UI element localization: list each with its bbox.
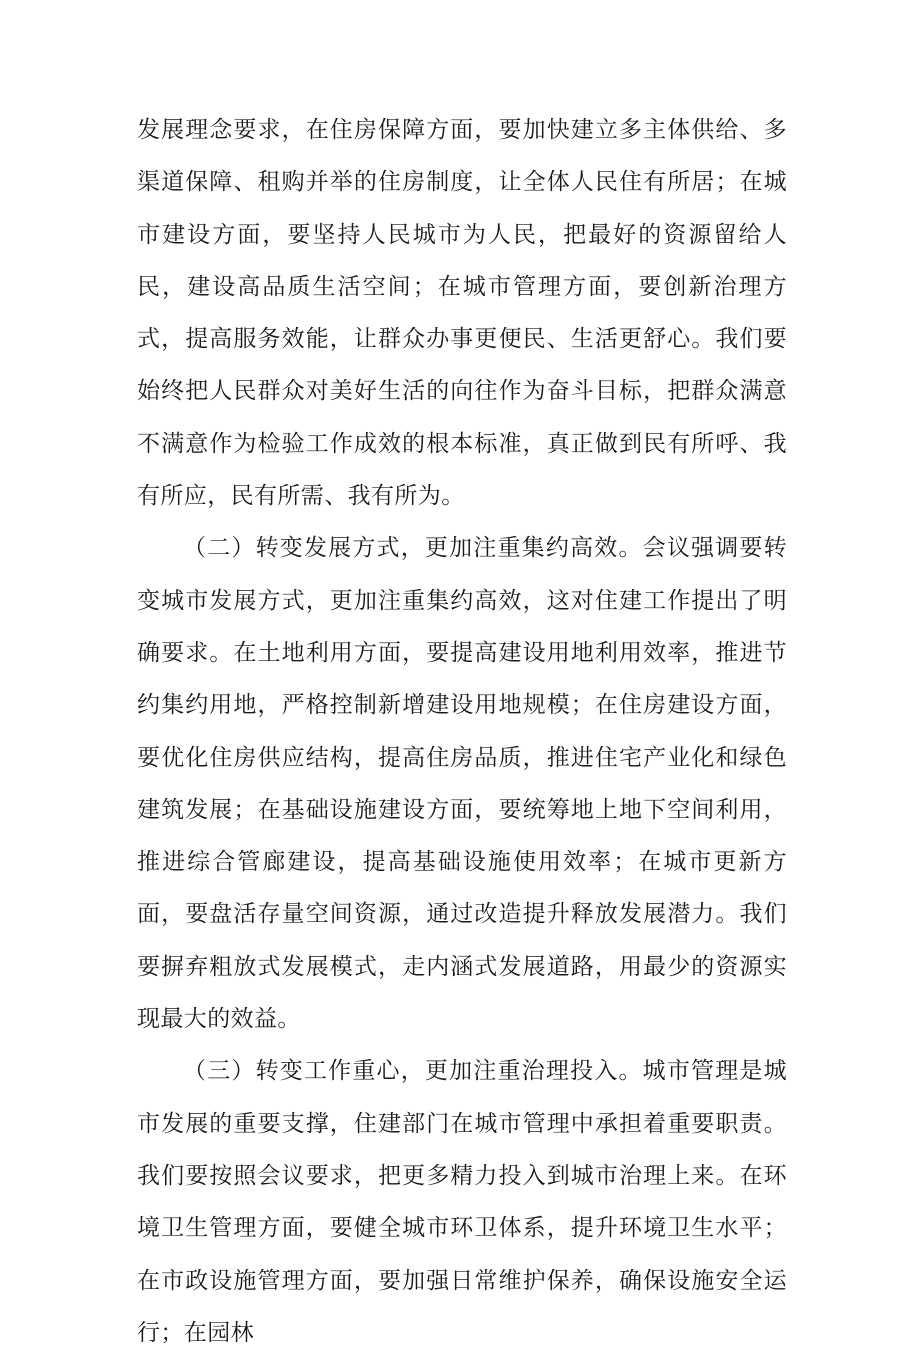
- paragraph-governance-focus: （三）转变工作重心，更加注重治理投入。城市管理是城市发展的重要支撑，住建部门在城市管理中承担着重要职责。我们要按照会议要求，把更多精力投入到城市治理上来。在环境卫生管理方面，要健全城市环卫体系，提升环境卫生水平；在市政设施管理方面，要加强日常维护保养，确保设施安全运行；在园林: [137, 1058, 787, 1346]
- document-body: [137, 104, 787, 1359]
- paragraph-housing-city-management: 发展理念要求，在住房保障方面，要加快建立多主体供给、多渠道保障、租购并举的住房制度，让全体人民住有所居；在城市建设方面，要坚持人民城市为人民，把最好的资源留给人民，建设高品质生活空间；在城市管理方面，要创新治理方式，提高服务效能，让群众办事更便民、生活更舒心。我们要始终把人民群众对美好生活的向往作为奋斗目标，把群众满意不满意作为检验工作成效的根本标准，真正做到民有所呼、我有所应，民有所需、我有所为。: [137, 117, 787, 510]
- paragraph-development-mode: （二）转变发展方式，更加注重集约高效。会议强调要转变城市发展方式，更加注重集约高效，这对住建工作提出了明确要求。在土地利用方面，要提高建设用地利用效率，推进节约集约用地，严格控制新增建设用地规模；在住房建设方面，要优化住房供应结构，提高住房品质，推进住宅产业化和绿色建筑发展；在基础设施建设方面，要统筹地上地下空间利用，推进综合管廊建设，提高基础设施使用效率；在城市更新方面，要盘活存量空间资源，通过改造提升释放发展潜力。我们要摒弃粗放式发展模式，走内涵式发展道路，用最少的资源实现最大的效益。: [137, 535, 787, 1033]
